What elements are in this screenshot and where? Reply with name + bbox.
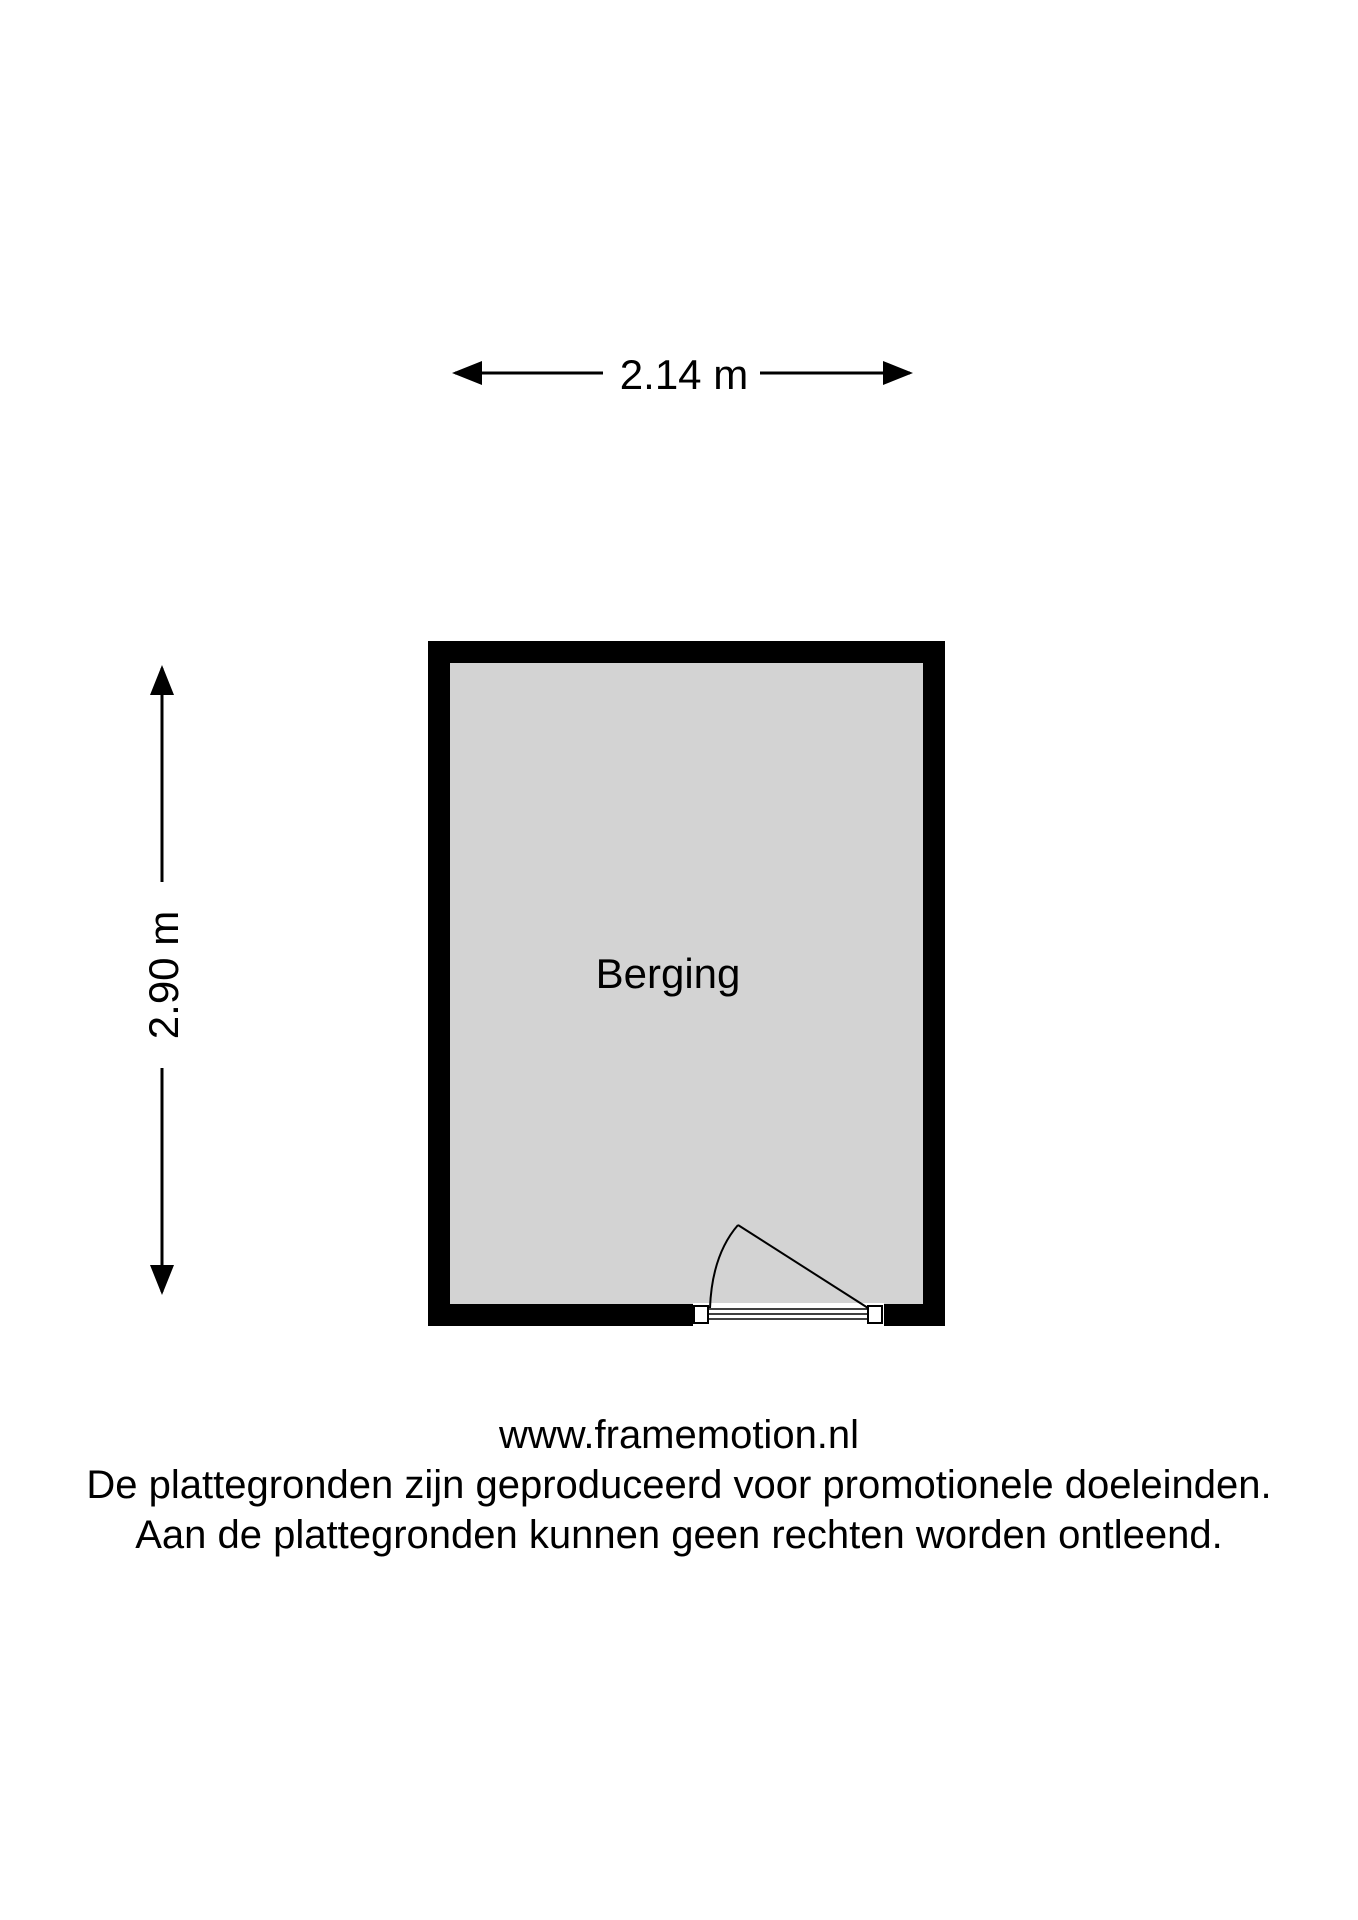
footer-disclaimer-2: Aan de plattegronden kunnen geen rechten worden ontleend.: [135, 1513, 1223, 1557]
footer: [0, 1410, 1358, 1560]
door-frame-left: [694, 1306, 708, 1323]
footer-website: www.framemotion.nl: [498, 1413, 860, 1457]
door-frame-right: [868, 1306, 882, 1323]
room-label: Berging: [595, 950, 741, 997]
width-dimension-label: 2.14 m: [619, 351, 749, 398]
room-berging: [428, 641, 945, 1327]
height-dimension: [140, 668, 187, 1292]
door-opening: [693, 1303, 884, 1327]
height-dimension-label: 2.90 m: [140, 910, 187, 1040]
footer-disclaimer-1: De plattegronden zijn geproduceerd voor promotionele doeleinden.: [86, 1463, 1272, 1507]
width-dimension: [455, 351, 910, 398]
